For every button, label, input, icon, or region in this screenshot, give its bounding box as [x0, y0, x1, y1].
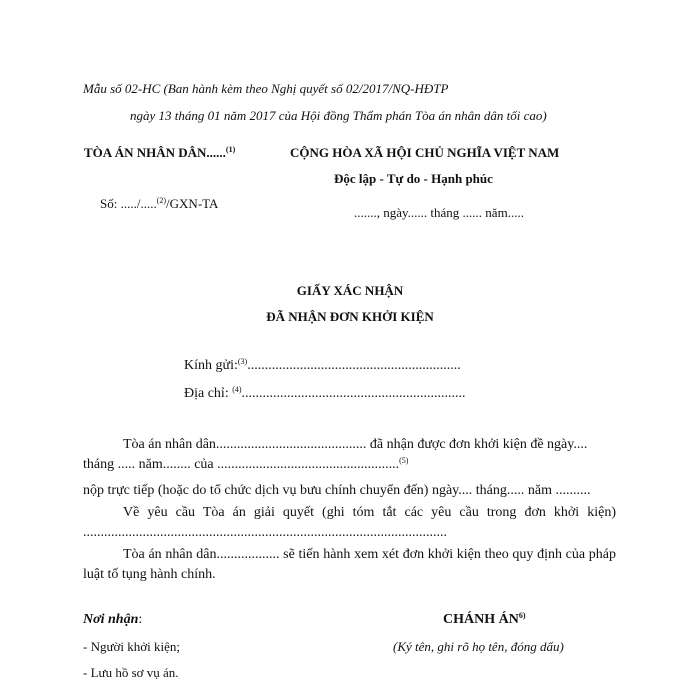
body-paragraph3 [83, 503, 616, 543]
body-paragraph1-line1: Tòa án nhân dân........................................... đã nhận được đơn khởi kiện đề ngày.... [123, 437, 588, 452]
addressee-label: Kính gửi: [184, 358, 238, 373]
address-blank: ................................................................ [241, 386, 466, 401]
address-label: Địa chỉ: [184, 386, 233, 401]
signer-title [443, 612, 526, 628]
body-paragraph2: nộp trực tiếp (hoặc do tổ chức dịch vụ bưu chính chuyển đến) ngày.... tháng..... năm .......... [83, 483, 591, 498]
addressee-blank: ............................................................. [247, 358, 461, 373]
addressee-line [184, 358, 461, 374]
court-name-text: TÒA ÁN NHÂN DÂN...... [84, 145, 226, 160]
body-paragraph4-text: Tòa án nhân dân.................. sẽ tiến hành xem xét đơn khởi kiện theo quy định của pháp luật tố tụng hành chính. [83, 547, 616, 582]
recipients-heading [83, 612, 142, 628]
form-reference-line1: Mẫu số 02-HC (Ban hành kèm theo Nghị quyết số 02/2017/NQ-HĐTP [83, 81, 449, 96]
date-line: ......., ngày...... tháng ...... năm..... [354, 205, 524, 220]
court-footnote: (1) [225, 145, 236, 154]
document-title: GIẤY XÁC NHẬN [296, 283, 404, 298]
body-paragraph1-text: tháng ..... năm........ của .................................................... [83, 457, 400, 472]
recipients-label: Nơi nhận [83, 612, 139, 627]
document-number-footnote: (2) [156, 196, 167, 205]
body-paragraph4 [83, 545, 616, 585]
form-reference-line2: ngày 13 tháng 01 năm 2017 của Hội đồng Thẩm phán Tòa án nhân dân tối cao) [130, 108, 547, 123]
document-number-suffix: /GXN-TA [166, 196, 219, 211]
body-paragraph3-text: Về yêu cầu Tòa án giải quyết (ghi tóm tắt các yêu cầu trong đơn khởi kiện) ........................................................................................................ [83, 505, 616, 540]
address-footnote: (4) [232, 385, 242, 394]
signer-instruction: (Ký tên, ghi rõ họ tên, đóng dấu) [393, 639, 564, 654]
body-paragraph1-footnote: (5) [399, 456, 409, 465]
document-subtitle: ĐÃ NHẬN ĐƠN KHỞI KIỆN [266, 309, 434, 324]
national-motto: Độc lập - Tự do - Hạnh phúc [334, 171, 493, 186]
recipient-item-2: - Lưu hồ sơ vụ án. [83, 665, 179, 680]
document-number-prefix: Số: ...../..... [100, 196, 157, 211]
body-paragraph1-line2 [83, 457, 408, 473]
court-name [84, 145, 235, 161]
signer-title-text: CHÁNH ÁN [443, 612, 519, 627]
addressee-footnote: (3) [237, 357, 248, 366]
recipients-colon: : [138, 612, 143, 627]
address-line [184, 386, 466, 402]
nation-name: CỘNG HÒA XÃ HỘI CHỦ NGHĨA VIỆT NAM [290, 145, 560, 160]
document-number [100, 196, 218, 212]
signer-footnote: 6) [518, 611, 526, 620]
recipient-item-1: - Người khởi kiện; [83, 639, 180, 654]
